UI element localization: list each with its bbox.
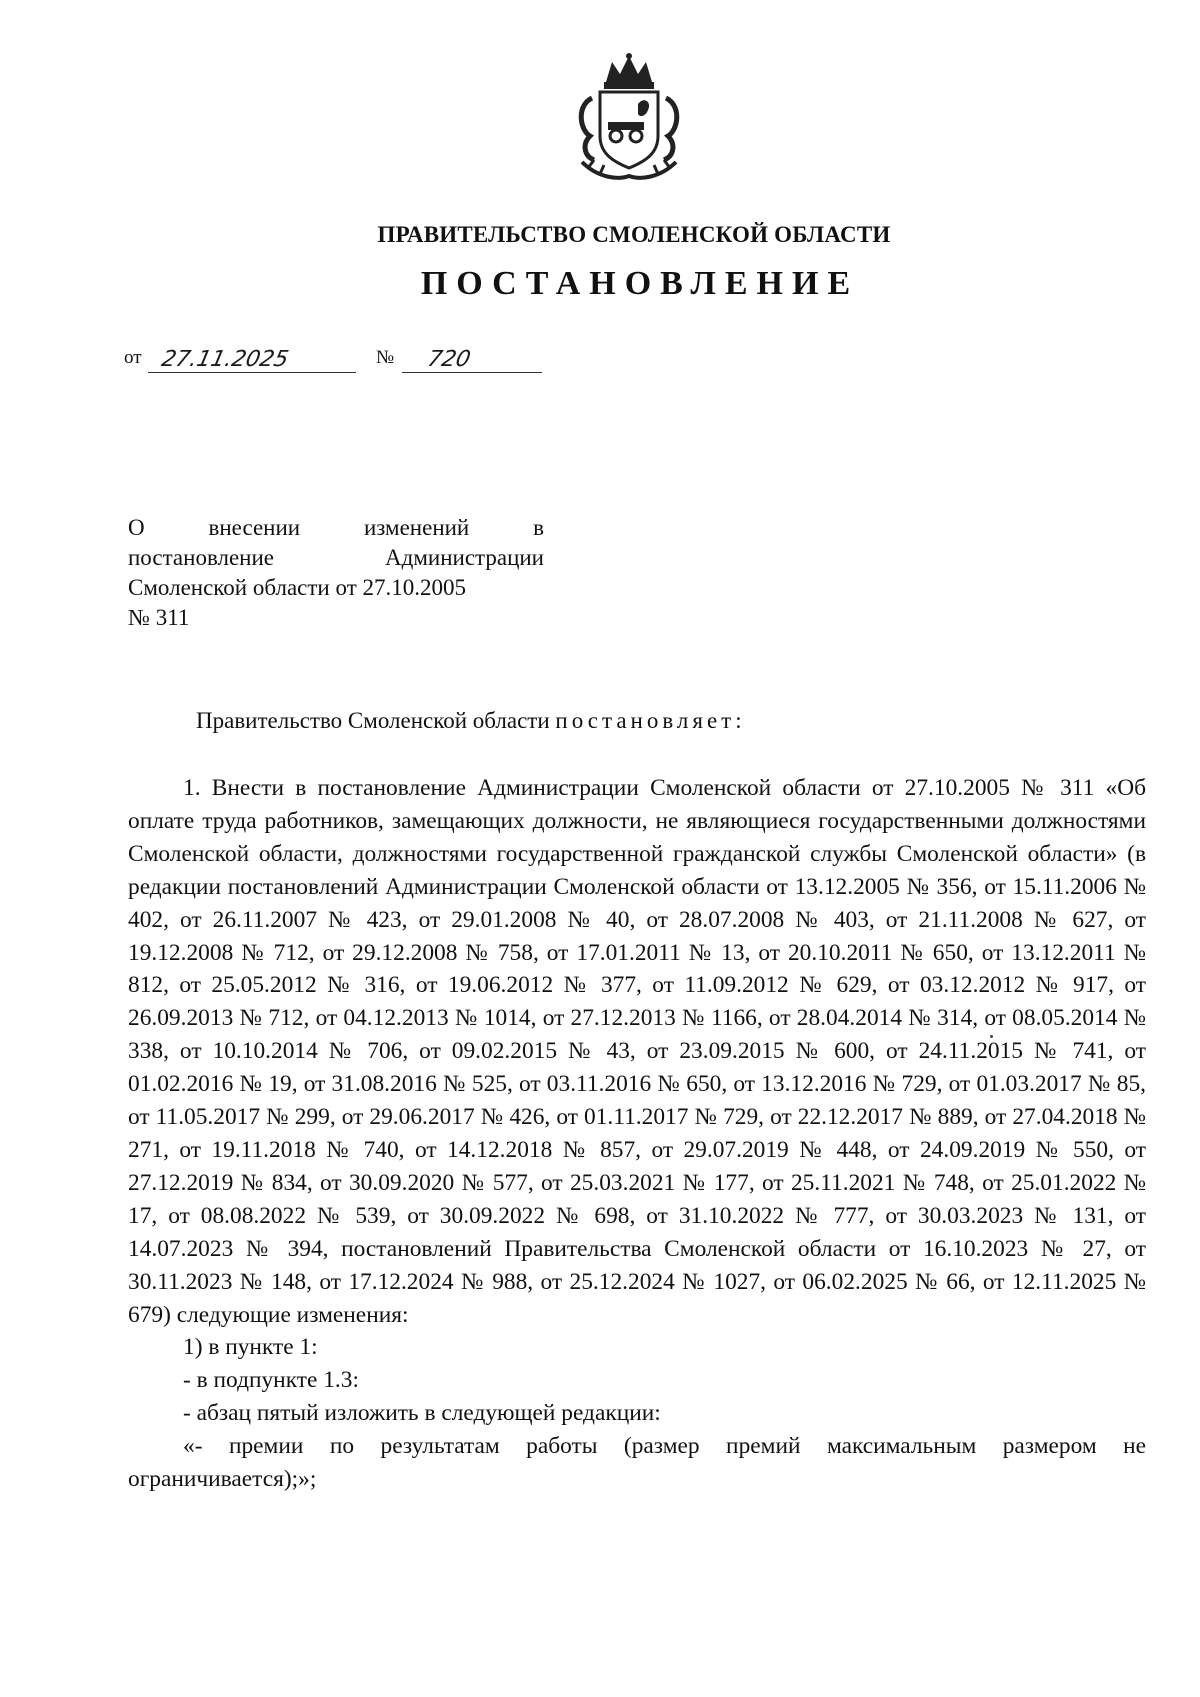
document-reference	[124, 335, 544, 375]
government-name: ПРАВИТЕЛЬСТВО СМОЛЕНСКОЙ ОБЛАСТИ	[377, 222, 891, 247]
lead-emphasis: постановляет:	[555, 708, 746, 733]
number-underline	[402, 372, 542, 373]
handwritten-date: 27.11.2025	[159, 347, 291, 372]
lead-text: Правительство Смоленской области	[196, 708, 556, 733]
document-subject	[128, 513, 544, 633]
document-type: ПОСТАНОВЛЕНИЕ	[420, 265, 860, 302]
number-label: №	[376, 347, 395, 368]
list-item: 1) в пункте 1:	[183, 1334, 318, 1361]
subject-line: О внесении изменений в	[128, 515, 544, 540]
subject-line: Смоленской области от 27.10.2005	[128, 575, 466, 600]
scan-speck	[990, 1035, 993, 1038]
resolution-lead	[196, 708, 746, 734]
handwritten-number: 720	[425, 347, 473, 372]
date-underline	[148, 372, 356, 373]
paragraph-1: 1. Внести в постановление Администрации Смоленской области от 27.10.2005 № 311 «Об оплате труда работников, замещающих должности, не являющиеся государственными должностями Смоленской области, должностями государственной гражданской службы Смоленской области» (в редакции постановлений Администрации Смоленской области от 13.12.2005 № 356, от 15.11.2006 № 402, от 26.11.2007 № 423, от 29.01.2008 № 40, от 28.07.2008 № 403, от 21.11.2008 № 627, от 19.12.2008 № 712, от 29.12.2008 № 758, от 17.01.2011 № 13, от 20.10.2011 № 650, от 13.12.2011 № 812, от 25.05.2012 № 316, от 19.06.2012 № 377, от 11.09.2012 № 629, от 03.12.2012 № 917, от 26.09.2013 № 712, от 04.12.2013 № 1014, от 27.12.2013 № 1166, от 28.04.2014 № 314, от 08.05.2014 № 338, от 10.10.2014 № 706, от 09.02.2015 № 43, от 23.09.2015 № 600, от 24.11.2015 № 741, от 01.02.2016 № 19, от 31.08.2016 № 525, от 03.11.2016 № 650, от 13.12.2016 № 729, от 01.03.2017 № 85, от 11.05.2017 № 299, от 29.06.2017 № 426, от 01.11.2017 № 729, от 22.12.2017 № 889, от 27.04.2018 № 271, от 19.11.2018 № 740, от 14.12.2018 № 857, от 29.07.2019 № 448, от 24.09.2019 № 550, от 27.12.2019 № 834, от 30.09.2020 № 577, от 25.03.2021 № 177, от 25.11.2021 № 748, от 25.01.2022 № 17, от 08.08.2022 № 539, от 30.09.2022 № 698, от 31.10.2022 № 777, от 30.03.2023 № 131, от 14.07.2023 № 394, постановлений Правительства Смоленской области от 16.10.2023 № 27, от 30.11.2023 № 148, от 17.12.2024 № 988, от 25.12.2024 № 1027, от 06.02.2025 № 66, от 12.11.2025 № 679) следующие изменения:	[128, 775, 1146, 1328]
from-label: от	[124, 347, 142, 368]
document-body	[128, 772, 1146, 1496]
quoted-amendment: «- премии по результатам работы (размер премий максимальным размером не ограничивается);»;	[128, 1433, 1146, 1493]
list-item: - абзац пятый изложить в следующей редакции:	[183, 1400, 661, 1427]
list-item: - в подпункте 1.3:	[183, 1367, 359, 1394]
subject-line: № 311	[128, 605, 190, 630]
subject-line: постановление Администрации	[128, 545, 544, 570]
coat-of-arms-icon	[568, 52, 690, 182]
